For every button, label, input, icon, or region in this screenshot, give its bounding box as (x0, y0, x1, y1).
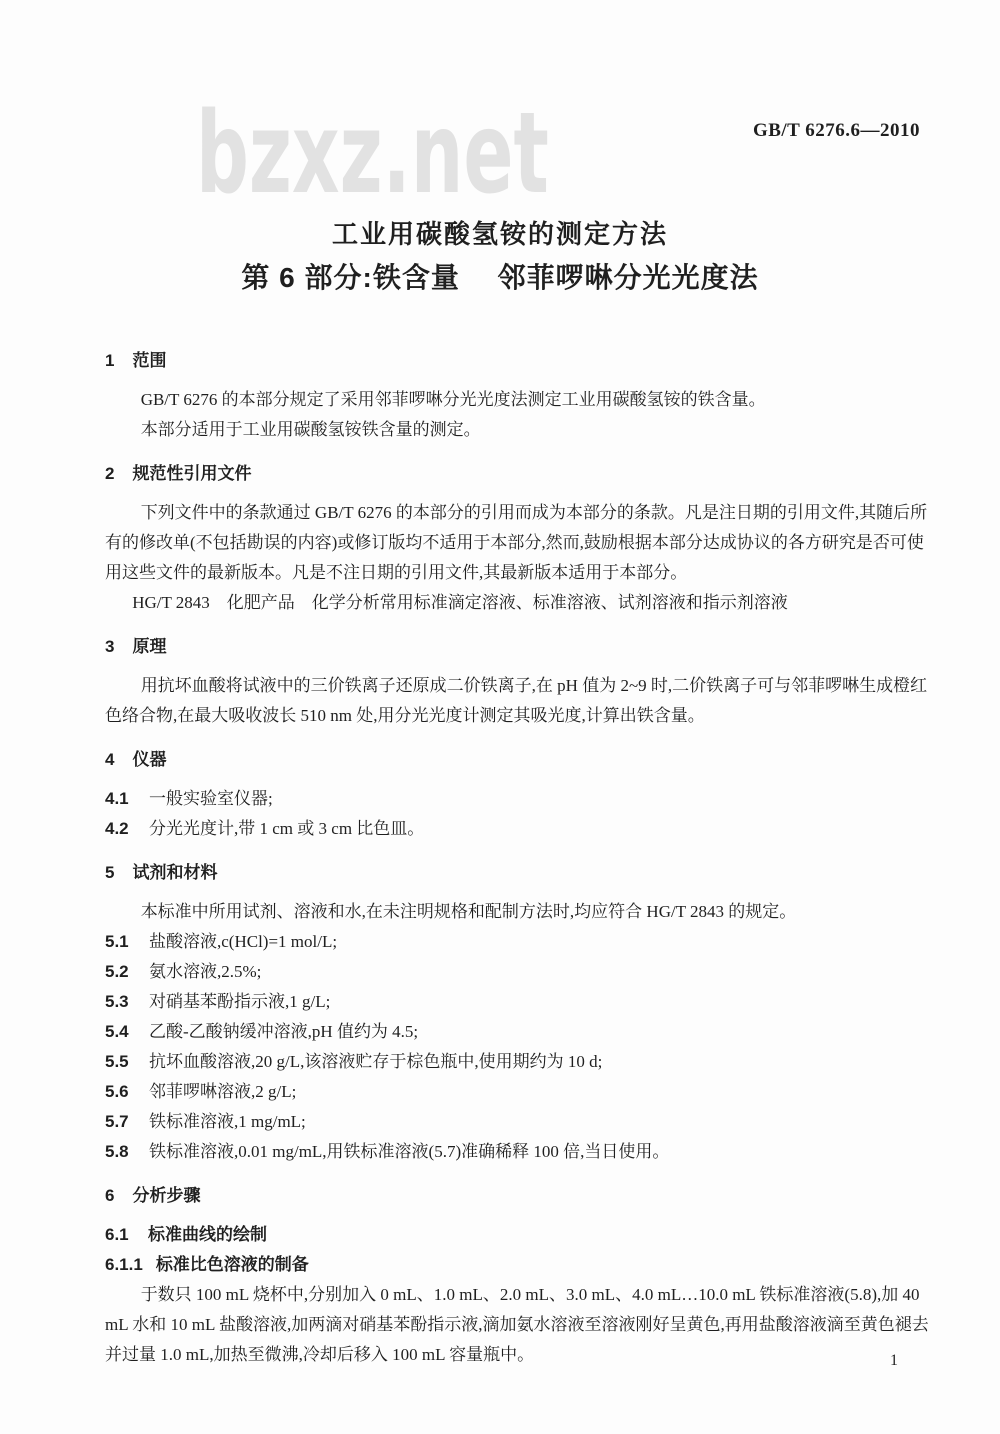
section-heading-scope (105, 346, 933, 376)
watermark: bzxz.net (196, 89, 549, 219)
clause-number: 5.2 (105, 962, 129, 981)
clause-5-2 (105, 957, 933, 987)
paragraph: 本部分适用于工业用碳酸氢铵铁含量的测定。 (140, 420, 481, 439)
clause-text: 邻菲啰啉溶液,2 g/L; (149, 1082, 297, 1101)
clause-number: 4.1 (105, 789, 129, 808)
clause-5-8 (105, 1137, 933, 1167)
document-body (105, 338, 933, 1370)
clause-5-3 (105, 987, 933, 1017)
section-number: 2 (105, 464, 115, 483)
clause-number: 5.4 (105, 1022, 129, 1041)
section-title: 分析步骤 (132, 1186, 201, 1205)
section-number: 5 (105, 863, 115, 882)
clause-5-5 (105, 1047, 933, 1077)
clause-text: 对硝基苯酚指示液,1 g/L; (149, 992, 331, 1011)
section-heading-normative-references (105, 459, 933, 489)
clause-number: 5.7 (105, 1112, 129, 1131)
section-heading-apparatus (105, 745, 933, 775)
subsection-title: 标准比色溶液的制备 (155, 1255, 309, 1274)
section-number: 1 (105, 351, 115, 370)
reference-entry: HG/T 2843 化肥产品 化学分析常用标准滴定溶液、标准溶液、试剂溶液和指示剂溶液 (132, 593, 788, 612)
section-title: 原理 (132, 637, 167, 656)
section-title: 规范性引用文件 (132, 464, 252, 483)
paragraph: 下列文件中的条款通过 GB/T 6276 的本部分的引用而成为本部分的条款。凡是注日期的引用文件,其随后所有的修改单(不包括勘误的内容)或修订版均不适用于本部分,然而,鼓励根据本部分达成协议的各方研究是否可使用这些文件的最新版本。凡是不注日期的引用文件,其最新版本适用于本部分。 (105, 503, 928, 582)
standard-number: GB/T 6276.6—2010 (752, 120, 920, 141)
clause-5-1 (105, 927, 933, 957)
paragraph: 本标准中所用试剂、溶液和水,在未注明规格和配制方法时,均应符合 HG/T 2843 的规定。 (140, 902, 797, 921)
paragraph: GB/T 6276 的本部分规定了采用邻菲啰啉分光光度法测定工业用碳酸氢铵的铁含量。 (140, 390, 766, 409)
section-number: 6 (105, 1186, 115, 1205)
document-subtitle: 第 6 部分:铁含量 邻菲啰啉分光光度法 (241, 262, 759, 293)
section-heading-procedure (105, 1181, 933, 1211)
subsection-title: 标准曲线的绘制 (148, 1225, 267, 1244)
clause-number: 5.3 (105, 992, 129, 1011)
clause-number: 5.1 (105, 932, 129, 951)
clause-text: 分光光度计,带 1 cm 或 3 cm 比色皿。 (149, 819, 425, 838)
clause-text: 氨水溶液,2.5%; (149, 962, 262, 981)
clause-5-6 (105, 1077, 933, 1107)
paragraph: 用抗坏血酸将试液中的三价铁离子还原成二价铁离子,在 pH 值为 2~9 时,二价铁离子可与邻菲啰啉生成橙红色络合物,在最大吸收波长 510 nm 处,用分光光度计测定其吸光度,计算出铁含量。 (105, 676, 928, 725)
section-title: 仪器 (132, 750, 167, 769)
title-block (0, 214, 1000, 296)
subsection-heading-6-1-1 (105, 1250, 933, 1280)
section-title: 范围 (132, 351, 167, 370)
clause-4-2 (105, 814, 933, 844)
clause-text: 铁标准溶液,1 mg/mL; (149, 1112, 306, 1131)
section-number: 4 (105, 750, 115, 769)
paragraph: 于数只 100 mL 烧杯中,分别加入 0 mL、1.0 mL、2.0 mL、3.0 mL、4.0 mL…10.0 mL 铁标准溶液(5.8),加 40 mL 水和 10 mL 盐酸溶液,加两滴对硝基苯酚指示液,滴加氨水溶液至溶液刚好呈黄色,再用盐酸溶液滴至黄色褪去并过量 1.0 mL,加热至微沸,冷却后移入 100 mL 容量瓶中。 (105, 1285, 929, 1364)
clause-text: 盐酸溶液,c(HCl)=1 mol/L; (149, 932, 338, 951)
clause-text: 乙酸-乙酸钠缓冲溶液,pH 值约为 4.5; (149, 1022, 419, 1041)
clause-text: 抗坏血酸溶液,20 g/L,该溶液贮存于棕色瓶中,使用期约为 10 d; (149, 1052, 603, 1071)
section-heading-principle (105, 632, 933, 662)
subsection-number: 6.1 (105, 1225, 129, 1244)
clause-5-4 (105, 1017, 933, 1047)
section-number: 3 (105, 637, 115, 656)
section-title: 试剂和材料 (132, 863, 218, 882)
section-heading-reagents (105, 858, 933, 888)
clause-number: 5.8 (105, 1142, 129, 1161)
clause-number: 5.5 (105, 1052, 129, 1071)
clause-4-1 (105, 784, 933, 814)
document-title: 工业用碳酸氢铵的测定方法 (331, 219, 668, 249)
clause-5-7 (105, 1107, 933, 1137)
subsection-heading-6-1 (105, 1220, 933, 1250)
page-number: 1 (890, 1352, 898, 1369)
subsection-number: 6.1.1 (105, 1255, 143, 1274)
clause-text: 铁标准溶液,0.01 mg/mL,用铁标准溶液(5.7)准确稀释 100 倍,当日使用。 (149, 1142, 670, 1161)
clause-text: 一般实验室仪器; (149, 789, 273, 808)
clause-number: 5.6 (105, 1082, 129, 1101)
clause-number: 4.2 (105, 819, 129, 838)
